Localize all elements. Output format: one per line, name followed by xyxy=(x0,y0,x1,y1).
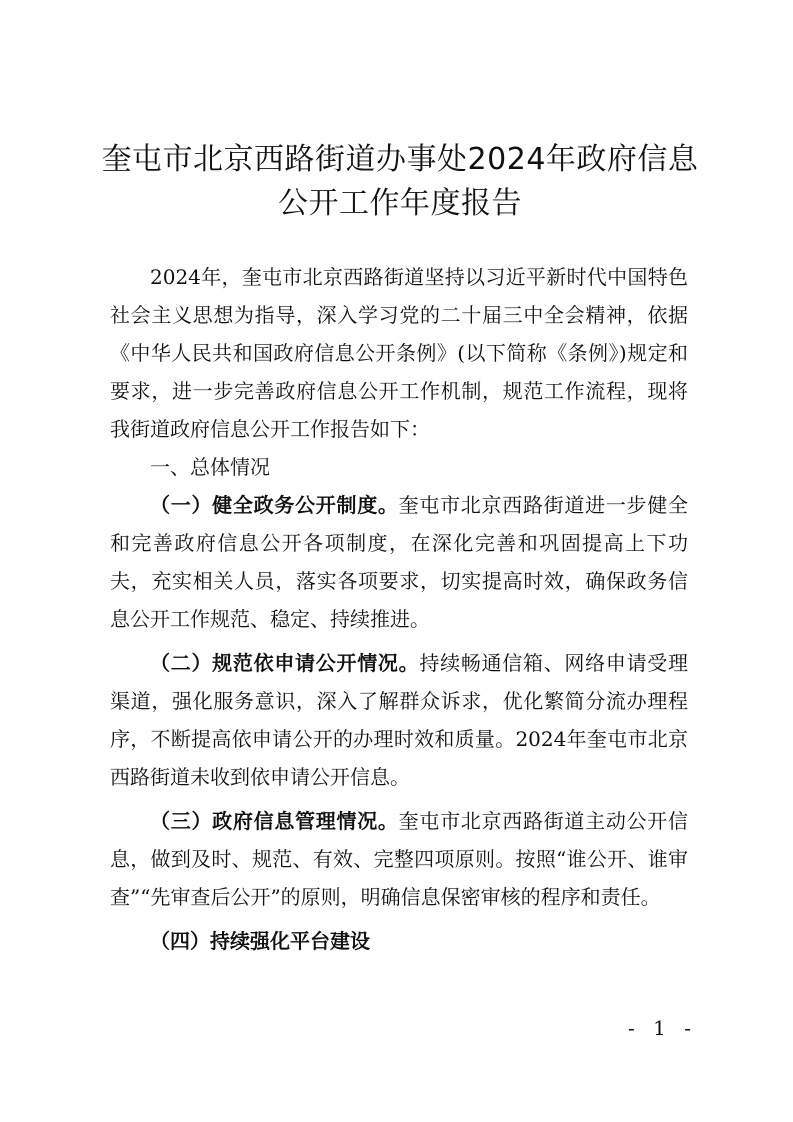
intro-paragraph: 2024年，奎屯市北京西路街道坚持以习近平新时代中国特色社会主义思想为指导，深入学习党的二十届三中全会精神，依据《中华人民共和国政府信息公开条例》(以下简称《条例》)规定和要求，进一步完善政府信息公开工作机制，规范工作流程，现将我街道政府信息公开工作报告如下： xyxy=(110,265,688,441)
subsection-3-title: （三）政府信息管理情况。 xyxy=(150,809,399,833)
subsection-4-paragraph xyxy=(110,922,688,960)
section-1-heading: 一、总体情况 xyxy=(150,455,270,479)
subsection-3-paragraph xyxy=(110,802,688,916)
subsection-4-title: （四）持续强化平台建设 xyxy=(150,929,370,953)
page-number: - 1 - xyxy=(628,1016,697,1040)
document-title xyxy=(100,138,700,226)
title-line-2: 公开工作年度报告 xyxy=(278,186,522,221)
document-body xyxy=(110,258,688,960)
subsection-2-text: 持续畅通信箱、网络申请受理渠道，强化服务意识，深入了解群众诉求，优化繁简分流办理程序，不断提高依申请公开的办理时效和质量。2024年奎屯市北京西路街道未收到依申请公开信息。 xyxy=(110,651,689,789)
subsection-1-text: 奎屯市北京西路街道进一步健全和完善政府信息公开各项制度，在深化完善和巩固提高上下功夫，充实相关人员，落实各项要求，切实提高时效，确保政务信息公开工作规范、稳定、持续推进。 xyxy=(110,493,689,631)
subsection-1-paragraph xyxy=(110,486,688,638)
title-line-1: 奎屯市北京西路街道办事处2024年政府信息 xyxy=(101,142,699,177)
subsection-2-title: （二）规范依申请公开情况。 xyxy=(150,651,420,675)
subsection-3-text: 奎屯市北京西路街道主动公开信息，做到及时、规范、有效、完整四项原则。按照“谁公开、谁审查”“先审查后公开”的原则，明确信息保密审核的程序和责任。 xyxy=(110,809,689,909)
subsection-1-title: （一）健全政务公开制度。 xyxy=(150,493,399,517)
subsection-2-paragraph xyxy=(110,644,688,796)
